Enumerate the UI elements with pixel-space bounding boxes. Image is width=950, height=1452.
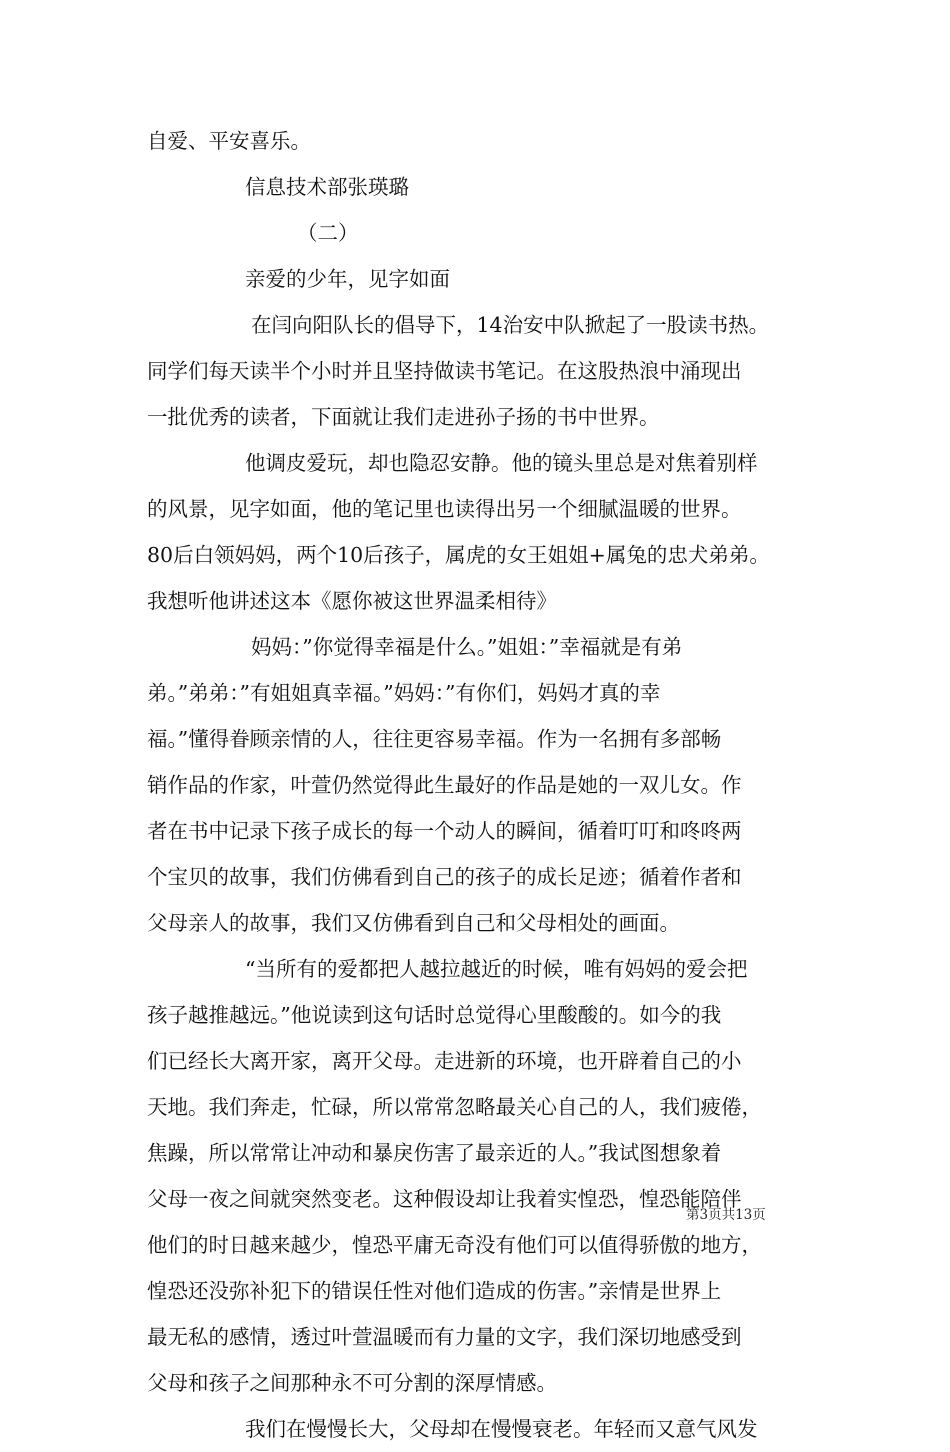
paragraph-line: 同学们每天读半个小时并且坚持做读书笔记。在这股热浪中涌现出	[147, 359, 742, 383]
body-text	[147, 118, 817, 1452]
paragraph-line: 父母亲人的故事，我们又仿佛看到自己和父母相处的画面。	[147, 911, 680, 935]
paragraph-line: 妈妈：”你觉得幸福是什么。”姐姐：”幸福就是有弟	[251, 635, 683, 659]
paragraph-line: 80后白领妈妈，两个10后孩子，属虎的女王姐姐+属兔的忠犬弟弟。	[147, 543, 770, 567]
paragraph-line: 销作品的作家，叶萱仍然觉得此生最好的作品是她的一双儿女。作	[147, 773, 742, 797]
paragraph-line: 他们的时日越来越少，惶恐平庸无奇没有他们可以值得骄傲的地方，	[147, 1233, 762, 1257]
paragraph-line: 天地。我们奔走，忙碌，所以常常忽略最关心自己的人，我们疲倦，	[147, 1095, 762, 1119]
paragraph-line: 我想听他讲述这本《愿你被这世界温柔相待》	[147, 589, 557, 613]
paragraph-line: “当所有的爱都把人越拉越近的时候，唯有妈妈的爱会把	[245, 957, 748, 981]
article-title: 亲爱的少年，见字如面	[245, 267, 450, 291]
paragraph-line: 惶恐还没弥补犯下的错误任性对他们造成的伤害。”亲情是世界上	[147, 1279, 722, 1303]
paragraph-line: 焦躁，所以常常让冲动和暴戾伤害了最亲近的人。”我试图想象着	[147, 1141, 722, 1165]
author-line: 信息技术部张瑛璐	[245, 175, 409, 199]
paragraph-line: 孩子越推越远。”他说读到这句话时总觉得心里酸酸的。如今的我	[147, 1003, 722, 1027]
paragraph-line: 的风景，见字如面，他的笔记里也读得出另一个细腻温暖的世界。	[147, 497, 742, 521]
paragraph-line: 者在书中记录下孩子成长的每一个动人的瞬间，循着叮叮和咚咚两	[147, 819, 742, 843]
paragraph-line: 们已经长大离开家，离开父母。走进新的环境，也开辟着自己的小	[147, 1049, 742, 1073]
page-number-footer: 第3页共13页	[686, 1207, 766, 1223]
paragraph-line: 父母一夜之间就突然变老。这种假设却让我着实惶恐，惶恐能陪伴	[147, 1187, 742, 1211]
paragraph-line: 我们在慢慢长大，父母却在慢慢衰老。年轻而又意气风发	[245, 1417, 758, 1441]
paragraph-line: 福。”懂得眷顾亲情的人，往往更容易幸福。作为一名拥有多部畅	[147, 727, 722, 751]
paragraph-line: 在闫向阳队长的倡导下，14治安中队掀起了一股读书热。	[251, 313, 770, 337]
paragraph-line: 最无私的感情，透过叶萱温暖而有力量的文字，我们深切地感受到	[147, 1325, 742, 1349]
paragraph-line: 父母和孩子之间那种永不可分割的深厚情感。	[147, 1371, 557, 1395]
text-line: 自爱、平安喜乐。	[147, 129, 311, 153]
paragraph-line: 他调皮爱玩，却也隐忍安静。他的镜头里总是对焦着别样	[245, 451, 758, 475]
paragraph-line: 一批优秀的读者，下面就让我们走进孙子扬的书中世界。	[147, 405, 660, 429]
section-heading: （二）	[297, 221, 359, 245]
paragraph-line: 弟。”弟弟：”有姐姐真幸福。”妈妈：”有你们，妈妈才真的幸	[147, 681, 661, 705]
paragraph-line: 个宝贝的故事，我们仿佛看到自己的孩子的成长足迹；循着作者和	[147, 865, 742, 889]
